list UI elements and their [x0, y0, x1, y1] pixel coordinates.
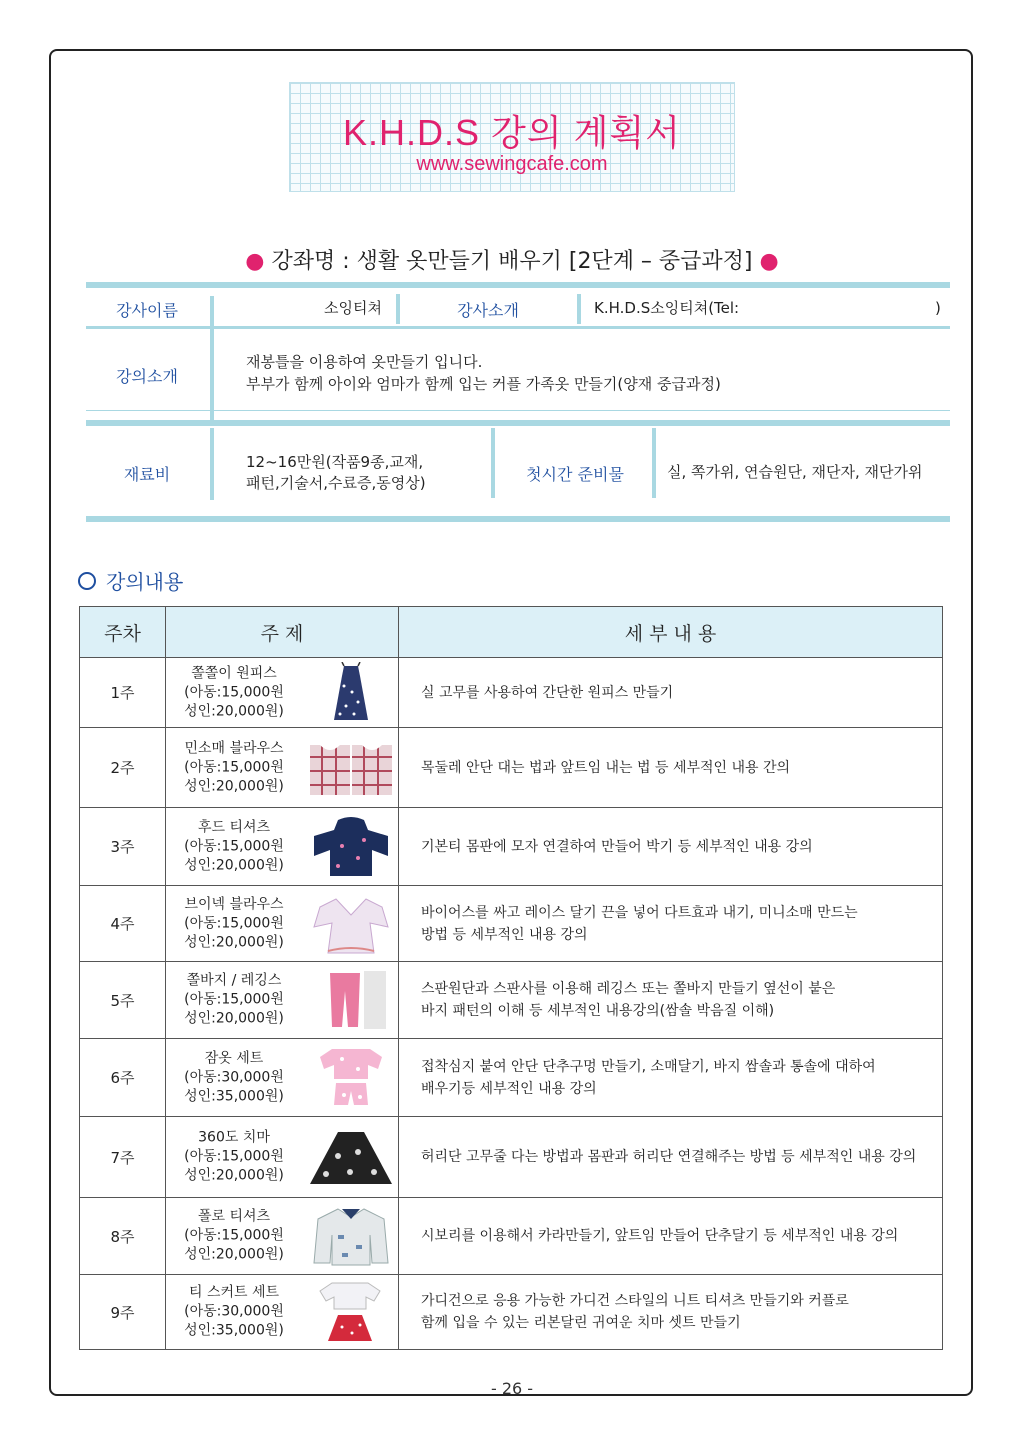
price-child: (아동:15,000원 [184, 838, 284, 854]
price-child: (아동:30,000원 [184, 1303, 284, 1320]
header-week: 주차 [80, 607, 166, 658]
table-row [80, 728, 943, 808]
detail-cell [399, 886, 943, 962]
page-number: - 26 - [490, 1379, 534, 1398]
website-url[interactable]: www.sewingcafe.com [416, 153, 608, 175]
bullet-left-icon: ● [245, 249, 265, 274]
intro-value: K.H.D.S소잉티쳐(Tel: [594, 299, 740, 317]
divider-vertical [652, 428, 656, 498]
topic-text [174, 972, 294, 1029]
polo-photo [308, 1205, 394, 1267]
topic-title: 브이넥 블라우스 [184, 896, 284, 912]
hoodie-photo [308, 816, 394, 878]
divider-vertical [210, 428, 214, 500]
topic-title: 민소매 블라우스 [184, 740, 284, 756]
instructor-label: 강사이름 [116, 301, 178, 320]
skirt-photo [308, 1126, 394, 1188]
price-child: (아동:15,000원 [184, 915, 284, 931]
week-cell: 9주 [80, 1275, 166, 1350]
material-line-2: 패턴,기술서,수료증,동영상) [246, 474, 426, 492]
table-row [80, 886, 943, 962]
divider-bar [86, 282, 950, 288]
detail-cell [399, 1117, 943, 1198]
detail-cell [399, 658, 943, 728]
prep-label: 첫시간 준비물 [526, 465, 624, 484]
table-row [80, 962, 943, 1039]
topic-cell [166, 1117, 399, 1198]
table-row [80, 1198, 943, 1275]
leggings-photo [308, 969, 394, 1031]
topic-title: 360도 치마 [198, 1129, 270, 1146]
table-row [80, 658, 943, 728]
topic-text [174, 1208, 294, 1265]
intro-label: 강사소개 [457, 301, 519, 320]
lecture-table [79, 606, 943, 1350]
price-adult: 성인:20,000원) [184, 1167, 284, 1184]
detail-line-1: 허리단 고무줄 다는 방법과 몸판과 허리단 연결해주는 방법 등 세부적인 내용 강의 [421, 1149, 917, 1165]
week-cell: 7주 [80, 1117, 166, 1198]
detail-line-1: 실 고무를 사용하여 간단한 원피스 만들기 [421, 684, 674, 701]
detail-line-1: 가디건으로 응용 가능한 가디건 스타일의 니트 티셔츠 만들기와 커플로 [421, 1293, 849, 1309]
topic-title: 후드 티셔츠 [197, 819, 271, 835]
divider-vertical [210, 296, 214, 420]
price-adult: 성인:35,000원) [184, 1088, 284, 1104]
price-child: (아동:30,000원 [184, 1069, 284, 1085]
title-banner [289, 82, 735, 192]
price-child: (아동:15,000원 [184, 1227, 284, 1244]
course-title-line [0, 244, 1024, 275]
dress-photo [308, 662, 394, 724]
table-row [80, 1117, 943, 1198]
topic-cell [166, 658, 399, 728]
price-child: (아동:15,000원 [184, 991, 284, 1008]
detail-line-2: 함께 입을 수 있는 리본달린 귀여운 치마 셋트 만들기 [421, 1315, 741, 1331]
prep-value: 실, 쪽가위, 연습원단, 재단자, 재단가위 [667, 463, 923, 481]
topic-title: 잠옷 세트 [204, 1050, 264, 1066]
topic-cell [166, 1275, 399, 1350]
course-title: 강좌명 : 생활 옷만들기 배우기 [2단계 – 중급과정] [271, 249, 753, 274]
topic-cell [166, 808, 399, 886]
topic-title: 폴로 티셔츠 [197, 1208, 271, 1225]
price-adult: 성인:20,000원) [184, 1010, 284, 1027]
topic-text [174, 1049, 294, 1106]
price-child: (아동:15,000원 [184, 684, 284, 700]
price-adult: 성인:35,000원) [184, 1322, 284, 1339]
header-topic: 주 제 [166, 607, 399, 658]
topic-text [174, 818, 294, 875]
topic-text [174, 1129, 294, 1186]
detail-cell [399, 1275, 943, 1350]
lecture-line-1: 재봉틀을 이용하여 옷만들기 입니다. [246, 353, 483, 371]
table-header-row [80, 607, 943, 658]
topic-text [174, 664, 294, 721]
detail-cell [399, 1039, 943, 1117]
topic-cell [166, 886, 399, 962]
detail-cell [399, 1198, 943, 1275]
topic-cell [166, 728, 399, 808]
lecture-label: 강의소개 [116, 367, 178, 386]
topic-title: 쫄쫄이 원피스 [191, 665, 277, 681]
week-cell: 3주 [80, 808, 166, 886]
divider-bar [86, 326, 950, 329]
document-title: K.H.D.S 강의 계획서 [343, 112, 681, 153]
divider-bar [86, 516, 950, 522]
table-row [80, 808, 943, 886]
divider-vertical [396, 294, 400, 324]
table-row [80, 1039, 943, 1117]
detail-line-1: 접착심지 붙여 안단 단추구멍 만들기, 소매달기, 바지 쌈솔과 통솔에 대하여 [421, 1058, 876, 1075]
detail-line-2: 방법 등 세부적인 내용 강의 [421, 926, 588, 943]
detail-line-1: 기본티 몸판에 모자 연결하여 만들어 박기 등 세부적인 내용 강의 [421, 838, 813, 855]
detail-line-2: 바지 패턴의 이해 등 세부적인 내용강의(쌈솔 박음질 이해) [421, 1003, 775, 1019]
divider-bar [86, 410, 950, 411]
divider-vertical [577, 294, 581, 324]
circle-icon [78, 572, 96, 590]
table-row [80, 1275, 943, 1350]
topic-text [174, 1284, 294, 1341]
topic-title: 티 스커트 세트 [188, 1284, 280, 1301]
topic-cell [166, 962, 399, 1039]
topic-text [174, 895, 294, 952]
detail-line-1: 시보리를 이용해서 카라만들기, 앞트임 만들어 단추달기 등 세부적인 내용 강의 [421, 1228, 899, 1244]
topic-text [174, 739, 294, 796]
price-adult: 성인:20,000원) [184, 934, 284, 950]
week-cell: 2주 [80, 728, 166, 808]
price-child: (아동:15,000원 [184, 1148, 284, 1165]
week-cell: 8주 [80, 1198, 166, 1275]
topic-cell [166, 1039, 399, 1117]
section-title: 강의내용 [106, 570, 184, 594]
price-adult: 성인:20,000원) [184, 778, 284, 794]
divider-vertical [491, 428, 495, 498]
detail-line-1: 스판원단과 스판사를 이용해 레깅스 또는 쫄바지 만들기 옆선이 붙은 [421, 981, 836, 997]
divider-bar [86, 420, 950, 426]
detail-cell [399, 962, 943, 1039]
blouse-photo [308, 737, 394, 799]
material-label: 재료비 [123, 465, 171, 484]
tskirt-photo [308, 1281, 394, 1343]
week-cell: 6주 [80, 1039, 166, 1117]
pajama-photo [308, 1047, 394, 1109]
price-adult: 성인:20,000원) [184, 857, 284, 873]
bullet-right-icon: ● [759, 249, 779, 274]
week-cell: 1주 [80, 658, 166, 728]
detail-cell [399, 728, 943, 808]
week-cell: 4주 [80, 886, 166, 962]
lecture-line-2: 부부가 함께 아이와 엄마가 함께 입는 커플 가족옷 만들기(양재 중급과정) [246, 375, 721, 393]
topic-title: 쫄바지 / 레깅스 [186, 972, 282, 989]
header-detail: 세 부 내 용 [399, 607, 943, 658]
material-line-1: 12~16만원(작품9종,교재, [246, 453, 424, 471]
intro-close: ) [935, 299, 941, 317]
topic-cell [166, 1198, 399, 1275]
week-cell: 5주 [80, 962, 166, 1039]
price-child: (아동:15,000원 [184, 759, 284, 775]
detail-line-2: 배우기등 세부적인 내용 강의 [421, 1080, 597, 1097]
detail-line-1: 바이어스를 싸고 레이스 달기 끈을 넣어 다트효과 내기, 미니소매 만드는 [421, 904, 858, 921]
vneck-photo [308, 893, 394, 955]
detail-cell [399, 808, 943, 886]
price-adult: 성인:20,000원) [184, 703, 284, 719]
instructor-value: 소잉티쳐 [324, 299, 382, 317]
detail-line-1: 목둘레 안단 대는 법과 앞트임 내는 법 등 세부적인 내용 간의 [421, 759, 791, 776]
price-adult: 성인:20,000원) [184, 1246, 284, 1263]
section-heading [78, 566, 183, 595]
